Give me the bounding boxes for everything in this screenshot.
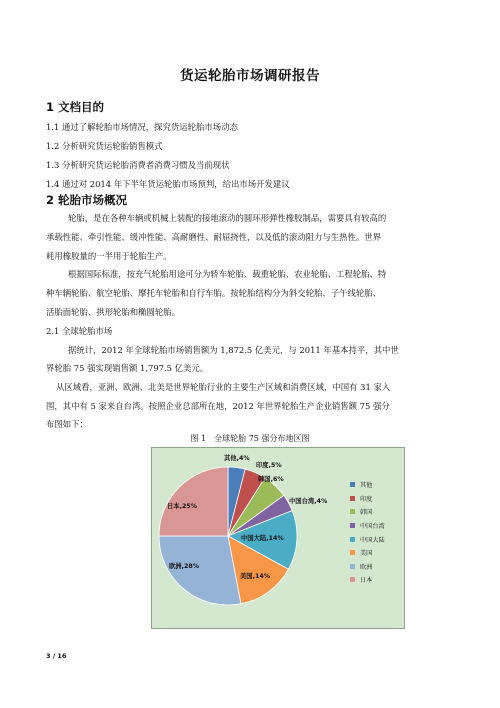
paragraph-line: 界轮胎 75 强实现销售额 1,797.5 亿美元。: [46, 363, 209, 373]
legend-swatch: [350, 550, 355, 555]
legend-swatch: [350, 537, 355, 542]
legend-item: [350, 573, 404, 587]
pie-data-label: 韩国,6%: [258, 476, 284, 483]
legend-item: [350, 560, 404, 574]
paragraph-line: 从区域看，亚洲、欧洲、北美是世界轮胎行业的主要生产区域和消费区域，中国有 31 家入: [56, 382, 391, 392]
legend-swatch: [350, 577, 355, 582]
pie-data-label: 美国,14%: [240, 573, 271, 580]
legend-label: 欧洲: [360, 563, 373, 571]
legend-label: 中国台湾: [360, 523, 385, 531]
subsection-heading: 2.1 全球轮胎市场: [46, 326, 113, 336]
pie-data-label: 中国台湾,4%: [289, 498, 328, 505]
paragraph-line: 承载性能、牵引性能、缓冲性能、高耐磨性、耐屈挠性，以及低的滚动阻力与生热性。世界: [46, 232, 381, 242]
legend-swatch: [350, 523, 355, 528]
pie-data-label: 中国大陆,14%: [241, 535, 284, 542]
pie-slice: [159, 467, 228, 536]
page-number: 3 / 16: [46, 652, 67, 660]
paragraph-line: 布图如下：: [46, 419, 88, 429]
pie-chart: [151, 447, 405, 629]
legend-item: [350, 492, 404, 506]
paragraph-line: 轮胎，是在各种车辆或机械上装配的接地滚动的圆环形弹性橡胶制品，需要具有较高的: [68, 213, 387, 223]
purpose-item: 1.1 通过了解轮胎市场情况，探究货运轮胎市场动态: [46, 122, 238, 132]
paragraph-line: 根据国际标准，按充气轮胎用途可分为轿车轮胎、载重轮胎、农业轮胎、工程轮胎、特: [68, 269, 387, 279]
paragraph-line: 耗用橡胶量的一半用于轮胎生产。: [46, 251, 172, 261]
section-heading-overview: 2 轮胎市场概况: [46, 193, 128, 207]
legend-swatch: [350, 482, 355, 487]
legend-item: [350, 519, 404, 533]
legend-label: 日本: [360, 577, 373, 585]
legend-label: 韩国: [360, 509, 373, 517]
paragraph-line: 据统计，2012 年全球轮胎市场销售额为 1,872.5 亿美元，与 2011 年基本持平，其中世: [68, 345, 399, 355]
document-title: 货运轮胎市场调研报告: [180, 68, 320, 84]
legend-item: [350, 532, 404, 546]
legend-swatch: [350, 564, 355, 569]
legend-swatch: [350, 496, 355, 501]
pie-data-label: 其他,4%: [224, 455, 250, 462]
legend-label: 印度: [360, 495, 373, 503]
pie-data-label: 欧洲,28%: [169, 563, 200, 570]
purpose-item: 1.2 分析研究货运轮胎销售模式: [46, 141, 163, 151]
legend-label: 其他: [360, 482, 373, 490]
legend-label: 中国大陆: [360, 536, 385, 544]
chart-legend: [350, 478, 404, 587]
pie-slice: [159, 536, 241, 605]
paragraph-line: 围，其中有 5 家来自台湾。按照企业总部所在地，2012 年世界轮胎生产企业销售额 75 强分: [46, 401, 390, 411]
legend-item: [350, 478, 404, 492]
legend-label: 美国: [360, 550, 373, 558]
purpose-item: 1.3 分析研究货运轮胎消费者消费习惯及当前现状: [46, 160, 230, 170]
section-heading-purpose: 1 文档目的: [46, 100, 105, 114]
legend-item: [350, 546, 404, 560]
figure-caption: 图 1 全球轮胎 75 强分布地区图: [190, 434, 310, 443]
paragraph-line: 种车辆轮胎、航空轮胎、摩托车轮胎和自行车胎。按轮胎结构分为斜交轮胎、子午线轮胎、: [46, 288, 381, 298]
purpose-item: 1.4 通过对 2014 年下半年货运轮胎市场预判，给出市场开发建议: [46, 179, 290, 189]
pie-data-label: 日本,25%: [167, 503, 198, 510]
pie-data-label: 印度,5%: [256, 462, 282, 469]
legend-item: [350, 505, 404, 519]
legend-swatch: [350, 509, 355, 514]
paragraph-line: 活胎面轮胎、拱形轮胎和椭圆轮胎。: [46, 307, 180, 317]
